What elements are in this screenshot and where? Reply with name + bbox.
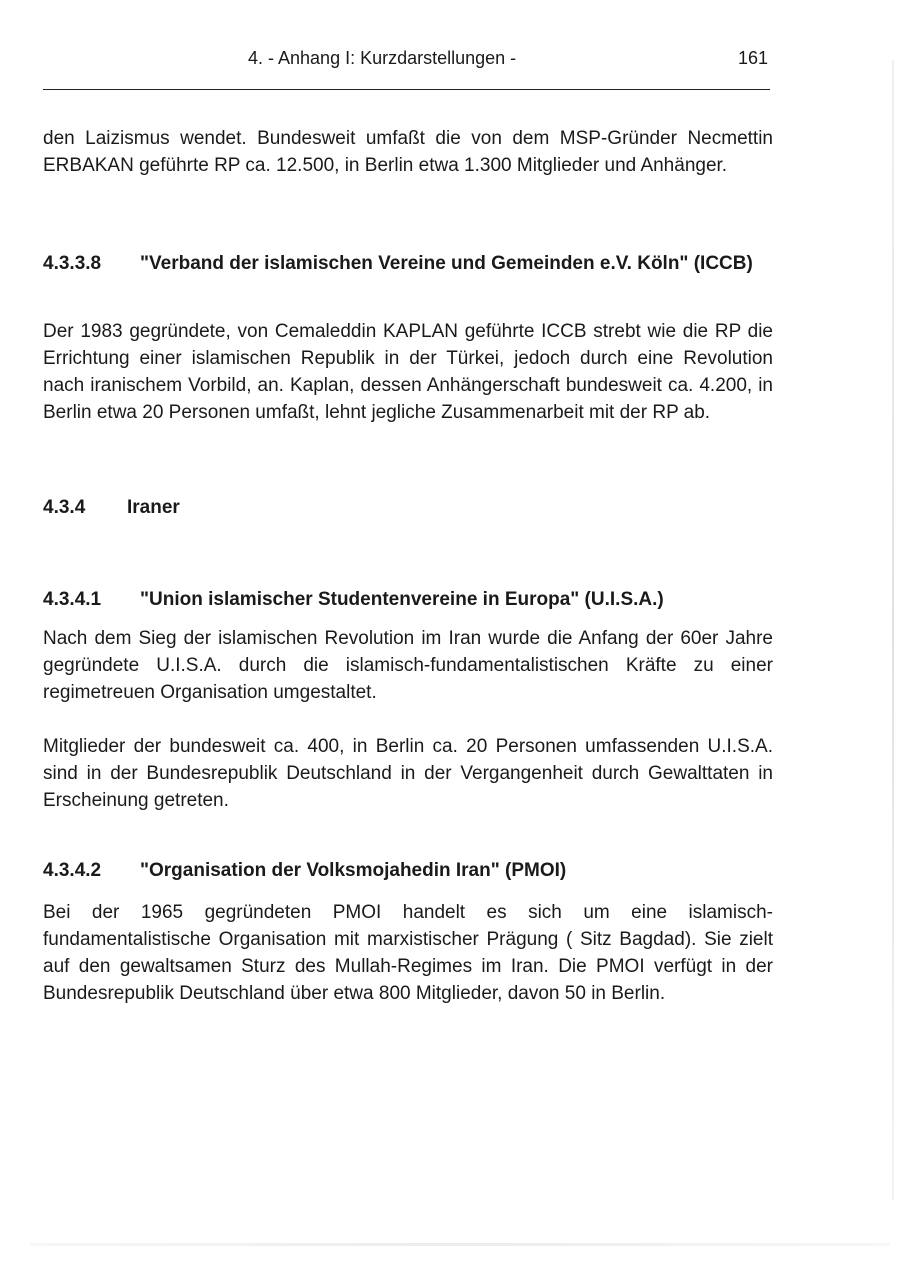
section-title: Iraner	[127, 497, 180, 518]
section-4-3-4-1-paragraph-1: Nach dem Sieg der islamischen Revolution im Iran wurde die Anfang der 60er Jahre gegründete U.I.S.A. durch die islamisch-fundamentalistischen Kräfte zu einer regimetreuen Organisation umgestaltet.	[43, 628, 773, 703]
intro-paragraph: den Laizismus wendet. Bundesweit umfaßt die von dem MSP-Gründer Necmettin ERBAKAN geführte RP ca. 12.500, in Berlin etwa 1.300 Mitglieder und Anhänger.	[43, 128, 773, 176]
section-title: "Union islamischer Studentenvereine in Europa" (U.I.S.A.)	[140, 589, 664, 610]
section-title: "Organisation der Volksmojahedin Iran" (PMOI)	[140, 860, 567, 881]
page-number: 161	[737, 48, 768, 68]
section-number: 4.3.3.8	[43, 253, 102, 274]
section-number: 4.3.4.1	[43, 589, 102, 610]
section-number: 4.3.4	[43, 497, 86, 518]
section-number: 4.3.4.2	[43, 860, 102, 881]
header-title: 4. - Anhang I: Kurzdarstellungen -	[248, 48, 517, 68]
scan-edge-shadow	[892, 60, 894, 1200]
page-header	[43, 48, 770, 74]
scan-bottom-shadow	[30, 1243, 890, 1246]
section-4-3-4-1-paragraph-2: Mitglieder der bundesweit ca. 400, in Berlin ca. 20 Personen umfassenden U.I.S.A. sind in der Bundesrepublik Deutschland in der Vergangenheit durch Gewalttaten in Erscheinung getreten.	[43, 736, 773, 811]
header-rule	[43, 89, 770, 90]
section-4-3-3-8-paragraph: Der 1983 gegründete, von Cemaleddin KAPLAN geführte ICCB strebt wie die RP die Errichtung einer islamischen Republik in der Türkei, jedoch durch eine Revolution nach iranischem Vorbild, an. Kaplan, dessen Anhängerschaft bundesweit ca. 4.200, in Berlin etwa 20 Personen umfaßt, lehnt jegliche Zusammenarbeit mit der RP ab.	[43, 321, 773, 423]
section-title: "Verband der islamischen Vereine und Gemeinden e.V. Köln" (ICCB)	[140, 253, 753, 274]
section-4-3-4-2-paragraph: Bei der 1965 gegründeten PMOI handelt es sich um eine islamisch-fundamentalistische Organisation mit marxistischer Prägung ( Sitz Bagdad). Sie zielt auf den gewaltsamen Sturz des Mullah-Regimes im Iran. Die PMOI verfügt in der Bundesrepublik Deutschland über etwa 800 Mitglieder, davon 50 in Berlin.	[43, 902, 773, 1004]
